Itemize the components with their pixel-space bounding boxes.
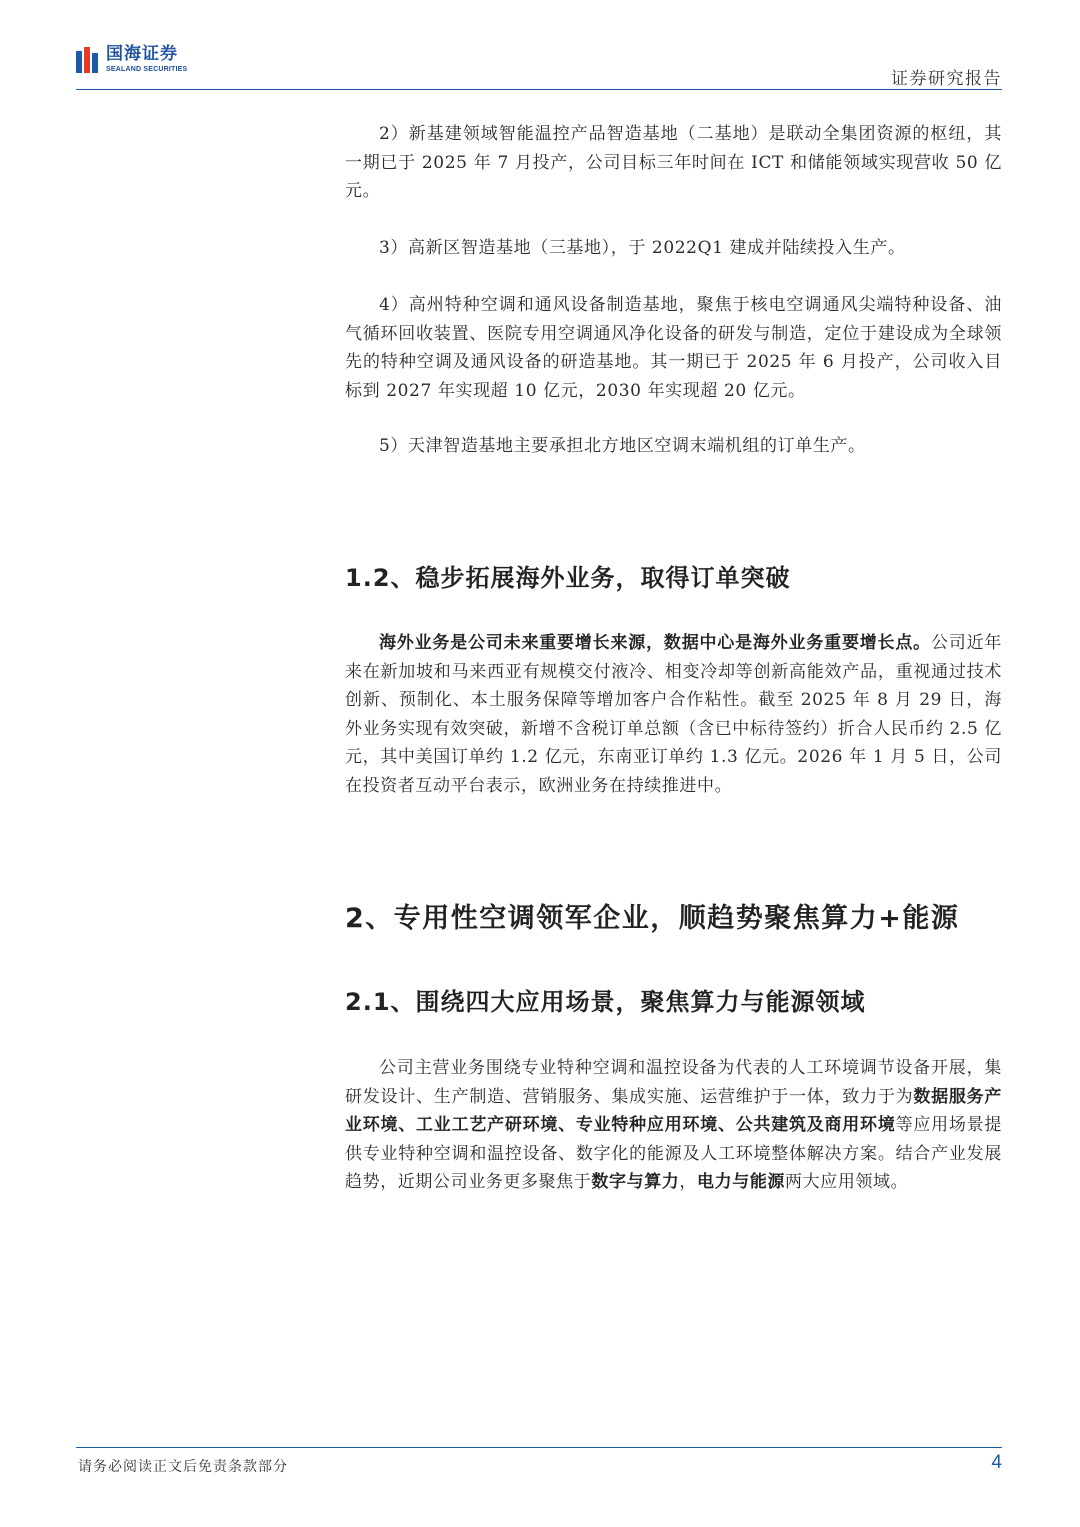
page-header	[76, 42, 1002, 90]
report-type-label: 证券研究报告	[891, 69, 1002, 89]
paragraph-overseas	[345, 629, 1002, 801]
scenario-text-1: 公司主营业务围绕专业特种空调和温控设备为代表的人工环境调节设备开展，集研发设计、生产制造、营销服务、集成实施、运营维护于一体，致力于为	[345, 1058, 1002, 1107]
paragraph-base-3: 3）高新区智造基地（三基地），于 2022Q1 建成并陆续投入生产。	[379, 238, 906, 258]
header-divider	[76, 89, 1002, 90]
logo-name-en: SEALAND SECURITIES	[106, 66, 188, 73]
company-logo	[76, 46, 187, 73]
section-heading-2-1: 2.1、围绕四大应用场景，聚焦算力与能源领域	[345, 988, 866, 1016]
footer-divider	[76, 1447, 1002, 1448]
scenario-text-3: ，	[679, 1172, 698, 1193]
paragraph-base-5: 5）天津智造基地主要承担北方地区空调末端机组的订单生产。	[379, 436, 866, 456]
scenario-text-4: 两大应用领域。	[785, 1172, 909, 1193]
section-heading-2: 2、专用性空调领军企业，顺趋势聚焦算力+能源	[345, 903, 960, 934]
paragraph-base-4: 4）高州特种空调和通风设备制造基地，聚焦于核电空调通风尖端特种设备、油气循环回收装置、医院专用空调通风净化设备的研发与制造，定位于建设成为全球领先的特种空调及通风设备的研造基地。其一期已于 2025 年 6 月投产，公司收入目标到 2027 年实现超 10 亿元，2030 年实现超 20 亿元。	[345, 295, 1002, 401]
section-heading-1-2: 1.2、稳步拓展海外业务，取得订单突破	[345, 564, 791, 592]
scenario-bold-energy: 电力与能源	[697, 1172, 786, 1193]
footer-disclaimer: 请务必阅读正文后免责条款部分	[78, 1459, 288, 1475]
logo-name-cn: 国海证券	[106, 44, 178, 64]
overseas-lead-text: 海外业务是公司未来重要增长来源，数据中心是海外业务重要增长点。	[379, 633, 931, 653]
overseas-body-text: 公司近年来在新加坡和马来西亚有规模交付液冷、相变冷却等创新高能效产品，重视通过技术创新、预制化、本土服务保障等增加客户合作粘性。截至 2025 年 8 月 29 日，海外业务实现有效突破，新增不含税订单总额（含已中标待签约）折合人民币约 2.5 亿元，其中美国订单约 1.2 亿元，东南亚订单约 1.3 亿元。2026 年 1 月 5 日，公司在投资者互动平台表示，欧洲业务在持续推进中。	[345, 633, 1002, 796]
page-number: 4	[991, 1452, 1002, 1473]
paragraph-base-2: 2）新基建领域智能温控产品智造基地（二基地）是联动全集团资源的枢纽，其一期已于 2025 年 7 月投产，公司目标三年时间在 ICT 和储能领域实现营收 50 亿元。	[345, 124, 1002, 202]
logo-mark-icon	[76, 47, 100, 73]
scenario-bold-environments: 数据服务产业环境、工业工艺产研环境、专业特种应用环境、公共建筑及商用环境	[345, 1086, 1003, 1136]
paragraph-business-scenarios	[345, 1054, 1002, 1197]
scenario-bold-computing: 数字与算力	[591, 1172, 680, 1193]
scenario-text-2: 等应用场景提供专业特种空调和温控设备、数字化的能源及人工环境整体解决方案。结合产业发展趋势，近期公司业务更多聚焦于	[345, 1115, 1002, 1193]
